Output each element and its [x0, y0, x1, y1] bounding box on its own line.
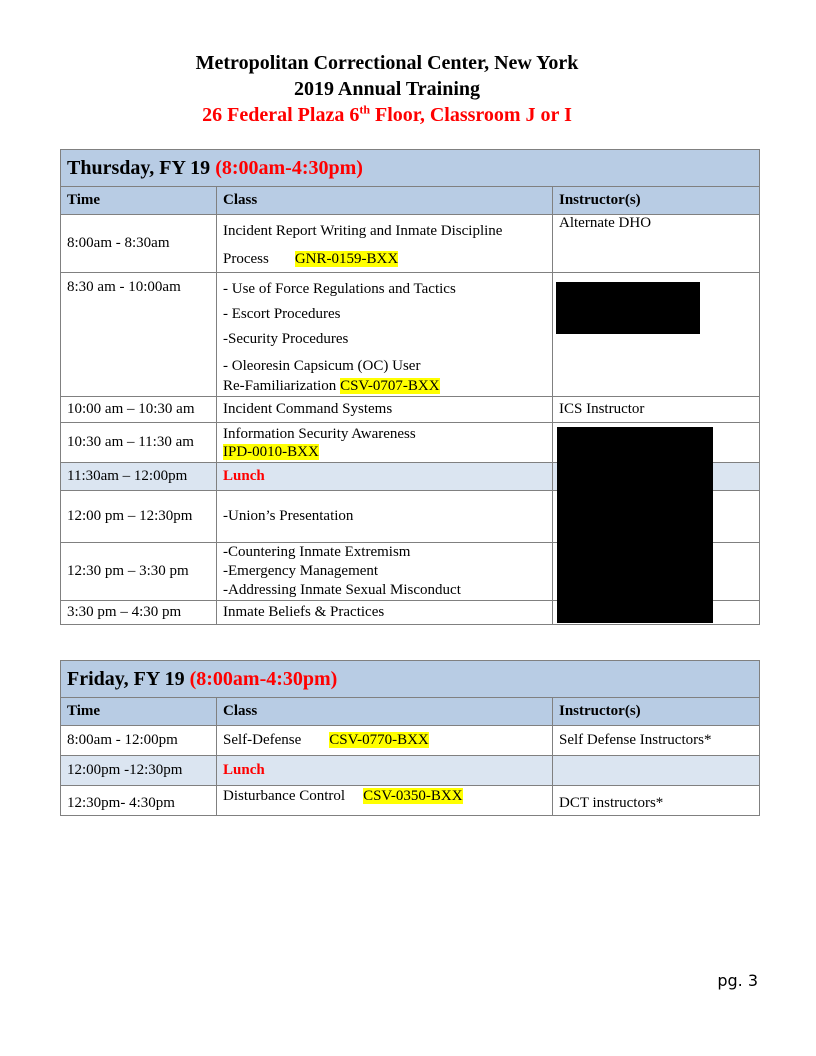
- training-title: 2019 Annual Training: [294, 78, 480, 100]
- table-row: [61, 215, 760, 273]
- friday-hours: (8:00am-4:30pm): [189, 667, 338, 690]
- col-header-class: Class: [217, 187, 553, 215]
- instructor-cell: DCT instructors*: [553, 786, 760, 816]
- col-header-time: Time: [61, 698, 217, 726]
- friday-title: Friday, FY 19: [67, 667, 185, 690]
- thursday-title-row: [61, 150, 760, 187]
- instructor-cell: Self Defense Instructors*: [553, 726, 760, 756]
- class-cell: Self-Defense CSV-0770-BXX: [217, 726, 553, 756]
- instructor-cell: [553, 756, 760, 786]
- thursday-column-headers: [61, 187, 760, 215]
- col-header-class: Class: [217, 698, 553, 726]
- time-cell: 12:00pm -12:30pm: [61, 756, 217, 786]
- time-cell: 12:30 pm – 3:30 pm: [61, 543, 217, 601]
- time-cell: 12:30pm- 4:30pm: [61, 786, 217, 816]
- col-header-time: Time: [61, 187, 217, 215]
- class-cell: -Union’s Presentation: [217, 491, 553, 543]
- document-header: [0, 50, 774, 128]
- time-cell: 11:30am – 12:00pm: [61, 463, 217, 491]
- course-code: IPD-0010-BXX: [223, 443, 319, 460]
- table-row-lunch: [61, 756, 760, 786]
- class-cell: Lunch: [217, 463, 553, 491]
- class-cell: Incident Command Systems: [217, 397, 553, 423]
- friday-column-headers: [61, 698, 760, 726]
- time-cell: 8:00am - 8:30am: [61, 215, 217, 273]
- thursday-hours: (8:00am-4:30pm): [215, 156, 363, 179]
- redaction-block: [557, 427, 713, 623]
- table-row: [61, 726, 760, 756]
- course-code: CSV-0350-BXX: [363, 788, 463, 804]
- time-cell: 3:30 pm – 4:30 pm: [61, 601, 217, 625]
- col-header-instructor: Instructor(s): [553, 187, 760, 215]
- class-cell: Incident Report Writing and Inmate Discipline Process GNR-0159-BXX: [217, 215, 553, 273]
- time-cell: 10:00 am – 10:30 am: [61, 397, 217, 423]
- time-cell: 8:00am - 12:00pm: [61, 726, 217, 756]
- class-cell: Lunch: [217, 756, 553, 786]
- table-row: [61, 786, 760, 816]
- class-cell: - Use of Force Regulations and Tactics - Escort Procedures -Security Procedures - Oleoresin Capsicum (OC) User Re-Familiarization CSV-0707-BXX: [217, 273, 553, 397]
- location-line: 26 Federal Plaza 6th Floor, Classroom J or I: [202, 102, 572, 126]
- class-cell: Inmate Beliefs & Practices: [217, 601, 553, 625]
- friday-title-row: [61, 661, 760, 698]
- page-number: pg. 3: [717, 971, 758, 990]
- time-cell: 8:30 am - 10:00am: [61, 273, 217, 397]
- time-cell: 10:30 am – 11:30 am: [61, 423, 217, 463]
- friday-schedule-table: [60, 660, 760, 816]
- course-code: CSV-0707-BXX: [340, 378, 440, 394]
- thursday-title: Thursday, FY 19: [67, 156, 211, 179]
- class-cell: Information Security Awareness IPD-0010-BXX: [217, 423, 553, 463]
- facility-title: Metropolitan Correctional Center, New York: [195, 52, 579, 74]
- instructor-cell: Alternate DHO: [553, 215, 760, 273]
- table-row: [61, 397, 760, 423]
- time-cell: 12:00 pm – 12:30pm: [61, 491, 217, 543]
- instructor-cell: ICS Instructor: [553, 397, 760, 423]
- course-code: GNR-0159-BXX: [294, 250, 399, 267]
- class-cell: Disturbance Control CSV-0350-BXX: [217, 786, 553, 816]
- col-header-instructor: Instructor(s): [553, 698, 760, 726]
- redaction-block: [556, 282, 700, 334]
- course-code: CSV-0770-BXX: [329, 732, 429, 748]
- class-cell: -Countering Inmate Extremism -Emergency Management -Addressing Inmate Sexual Misconduct: [217, 543, 553, 601]
